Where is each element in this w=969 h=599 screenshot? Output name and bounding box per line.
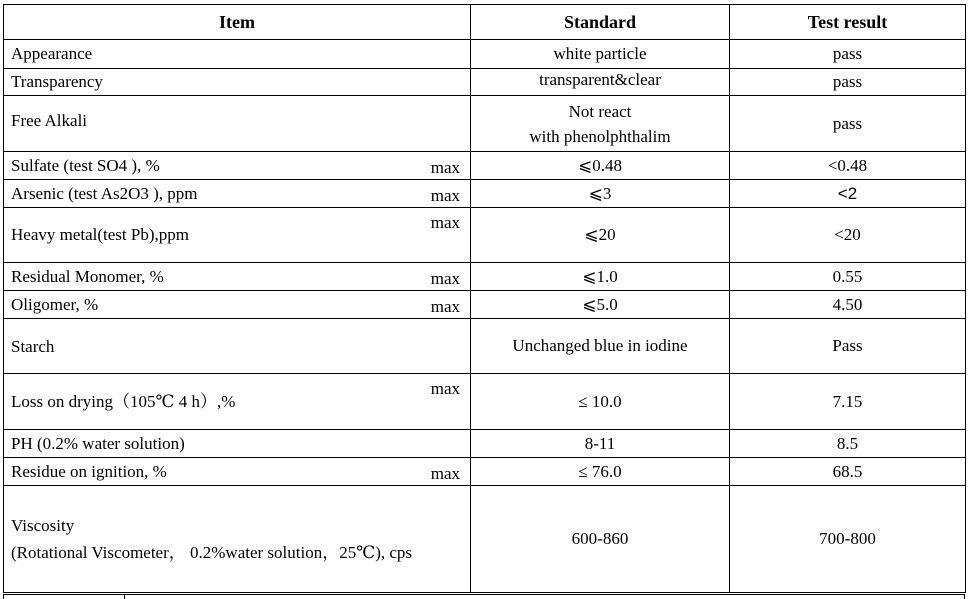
result-cell: 7.15 xyxy=(730,374,966,430)
item-label: Residual Monomer, % xyxy=(11,266,164,286)
table-row xyxy=(4,96,966,152)
table-row xyxy=(4,291,966,319)
standard-cell: ⩽3 xyxy=(471,180,730,208)
standard-cell xyxy=(471,96,730,152)
item-label: Residue on ignition, % xyxy=(11,461,167,481)
header-standard: Standard xyxy=(471,5,730,40)
header-row xyxy=(4,5,966,40)
standard-cell: 8-11 xyxy=(471,430,730,458)
next-row-edge xyxy=(3,594,965,599)
standard-cell: 600-860 xyxy=(471,486,730,593)
item-cell xyxy=(4,69,471,96)
result-cell: 8.5 xyxy=(730,430,966,458)
max-label: max xyxy=(430,464,460,483)
table-row xyxy=(4,263,966,291)
item-cell xyxy=(4,152,471,180)
item-label: Heavy metal(test Pb),ppm xyxy=(11,225,189,244)
item-label: Appearance xyxy=(11,44,93,63)
header-test-result: Test result xyxy=(730,5,966,40)
item-cell xyxy=(4,208,471,263)
table-row xyxy=(4,458,966,486)
item-cell xyxy=(4,263,471,291)
table-row xyxy=(4,152,966,180)
table-row xyxy=(4,374,966,430)
item-cell xyxy=(4,180,471,208)
item-cell xyxy=(4,486,471,593)
standard-cell: ≤ 10.0 xyxy=(471,374,730,430)
standard-cell: white particle xyxy=(471,40,730,69)
table-row xyxy=(4,40,966,69)
standard-cell: ⩽20 xyxy=(471,208,730,263)
standard-cell: transparent&clear xyxy=(471,69,730,96)
max-label: max xyxy=(430,269,460,288)
item-cell xyxy=(4,40,471,69)
standard-cell: ⩽1.0 xyxy=(471,263,730,291)
table-row xyxy=(4,180,966,208)
result-cell: 4.50 xyxy=(730,291,966,319)
item-label: Loss on drying（105℃ 4 h）,% xyxy=(11,391,236,411)
max-label: max xyxy=(430,379,460,398)
result-cell: 700-800 xyxy=(730,486,966,593)
max-label: max xyxy=(430,297,460,316)
item-label: PH (0.2% water solution) xyxy=(11,433,185,453)
result-cell: <0.48 xyxy=(730,152,966,180)
item-label-line-2: (Rotational Viscometer， 0.2%water solution，25℃), cps xyxy=(11,543,413,562)
table-row xyxy=(4,430,966,458)
result-cell: 68.5 xyxy=(730,458,966,486)
item-label: Oligomer, % xyxy=(11,294,99,314)
standard-cell: Unchanged blue in iodine xyxy=(471,319,730,374)
standard-line-1: Not react xyxy=(568,101,632,121)
result-cell: Pass xyxy=(730,319,966,374)
result-cell: <2 xyxy=(730,180,966,208)
max-label: max xyxy=(430,213,460,232)
item-label: Arsenic (test As2O3 ), ppm xyxy=(11,183,198,203)
table-row xyxy=(4,69,966,96)
result-cell: pass xyxy=(730,69,966,96)
item-cell xyxy=(4,291,471,319)
item-label-line-1: Viscosity xyxy=(11,516,75,535)
item-cell xyxy=(4,430,471,458)
cell-divider xyxy=(124,595,125,599)
max-label: max xyxy=(430,186,460,205)
result-cell: pass xyxy=(730,40,966,69)
item-label: Starch xyxy=(11,337,55,356)
result-cell: 0.55 xyxy=(730,263,966,291)
item-cell xyxy=(4,374,471,430)
item-cell xyxy=(4,458,471,486)
header-item: Item xyxy=(4,5,471,40)
item-label: Transparency xyxy=(11,72,103,91)
table-row xyxy=(4,208,966,263)
table-row xyxy=(4,319,966,374)
standard-cell: ⩽5.0 xyxy=(471,291,730,319)
spec-table xyxy=(3,4,966,593)
max-label: max xyxy=(430,158,460,177)
standard-line-2: with phenolphthalim xyxy=(529,126,671,146)
item-cell xyxy=(4,319,471,374)
standard-cell: ≤ 76.0 xyxy=(471,458,730,486)
result-cell: pass xyxy=(730,96,966,152)
standard-cell: ⩽0.48 xyxy=(471,152,730,180)
result-cell: <20 xyxy=(730,208,966,263)
item-label: Sulfate (test SO4 ), % xyxy=(11,155,160,175)
item-cell xyxy=(4,96,471,152)
item-label: Free Alkali xyxy=(11,111,88,130)
table-row xyxy=(4,486,966,593)
